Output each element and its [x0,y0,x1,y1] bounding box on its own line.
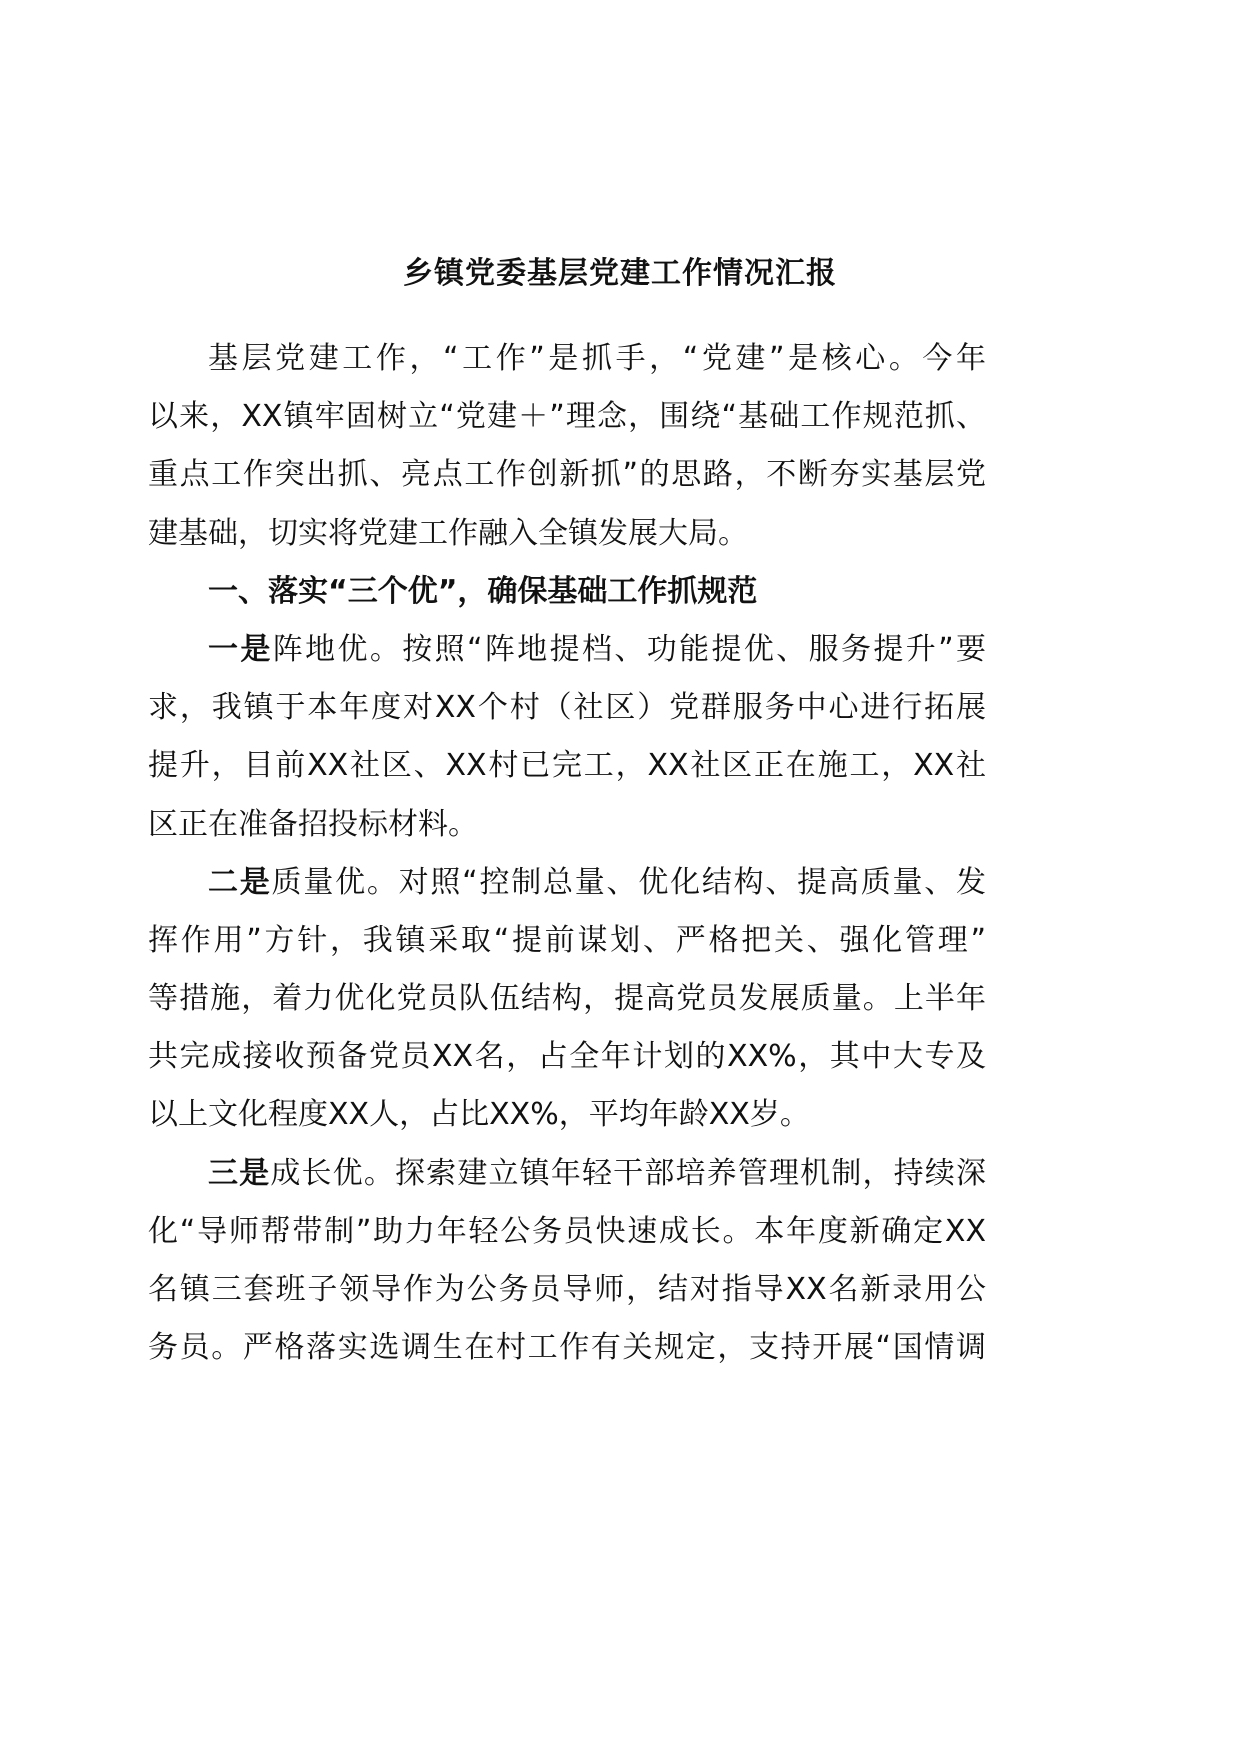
paragraph-quality [148,854,986,1145]
intro-paragraph [148,330,986,563]
text-line: 区正在准备招投标材料。 [148,806,478,842]
text-line: 挥作用”方针，我镇采取“提前谋划、严格把关、强化管理” [148,922,986,958]
text-line: 共完成接收预备党员XX名，占全年计划的XX%，其中大专及 [148,1039,986,1075]
section-heading: 一、落实“三个优”，确保基础工作抓规范 [208,573,758,609]
text-line: 建基础，切实将党建工作融入全镇发展大局。 [148,515,748,551]
text-line [148,621,986,679]
paragraph-growth [148,1145,986,1378]
document-body [148,330,986,1377]
paragraph-lead: 一是 [208,631,273,667]
paragraph-lead: 三是 [208,1155,271,1191]
text-line: 化“导师帮带制”助力年轻公务员快速成长。本年度新确定XX [148,1213,986,1249]
text-span: 阵地优。按照“阵地提档、功能提优、服务提升”要 [272,631,986,667]
text-span: 成长优。探索建立镇年轻干部培养管理机制，持续深 [270,1155,987,1191]
text-span: 质量优。对照“控制总量、优化结构、提高质量、发 [271,864,987,900]
text-line [148,854,986,912]
document-title: 乡镇党委基层党建工作情况汇报 [403,256,837,291]
text-line: 名镇三套班子领导作为公务员导师，结对指导XX名新录用公 [148,1272,986,1307]
text-line [148,1145,986,1203]
text-line: 务员。严格落实选调生在村工作有关规定，支持开展“国情调 [148,1330,986,1366]
text-line: 以上文化程度XX人，占比XX%，平均年龄XX岁。 [148,1097,810,1133]
paragraph-lead: 二是 [208,864,272,900]
text-line: 求，我镇于本年度对XX个村（社区）党群服务中心进行拓展 [148,690,986,726]
text-line: 提升，目前XX社区、XX村已完工，XX社区正在施工，XX社 [148,748,986,784]
text-line: 以来，XX镇牢固树立“党建＋”理念，围绕“基础工作规范抓、 [148,399,986,435]
text-line: 重点工作突出抓、亮点工作创新抓”的思路，不断夯实基层党 [148,457,986,493]
text-line: 基层党建工作，“工作”是抓手，“党建”是核心。今年 [208,341,986,376]
paragraph-position [148,621,986,854]
text-line: 等措施，着力优化党员队伍结构，提高党员发展质量。上半年 [148,981,986,1017]
